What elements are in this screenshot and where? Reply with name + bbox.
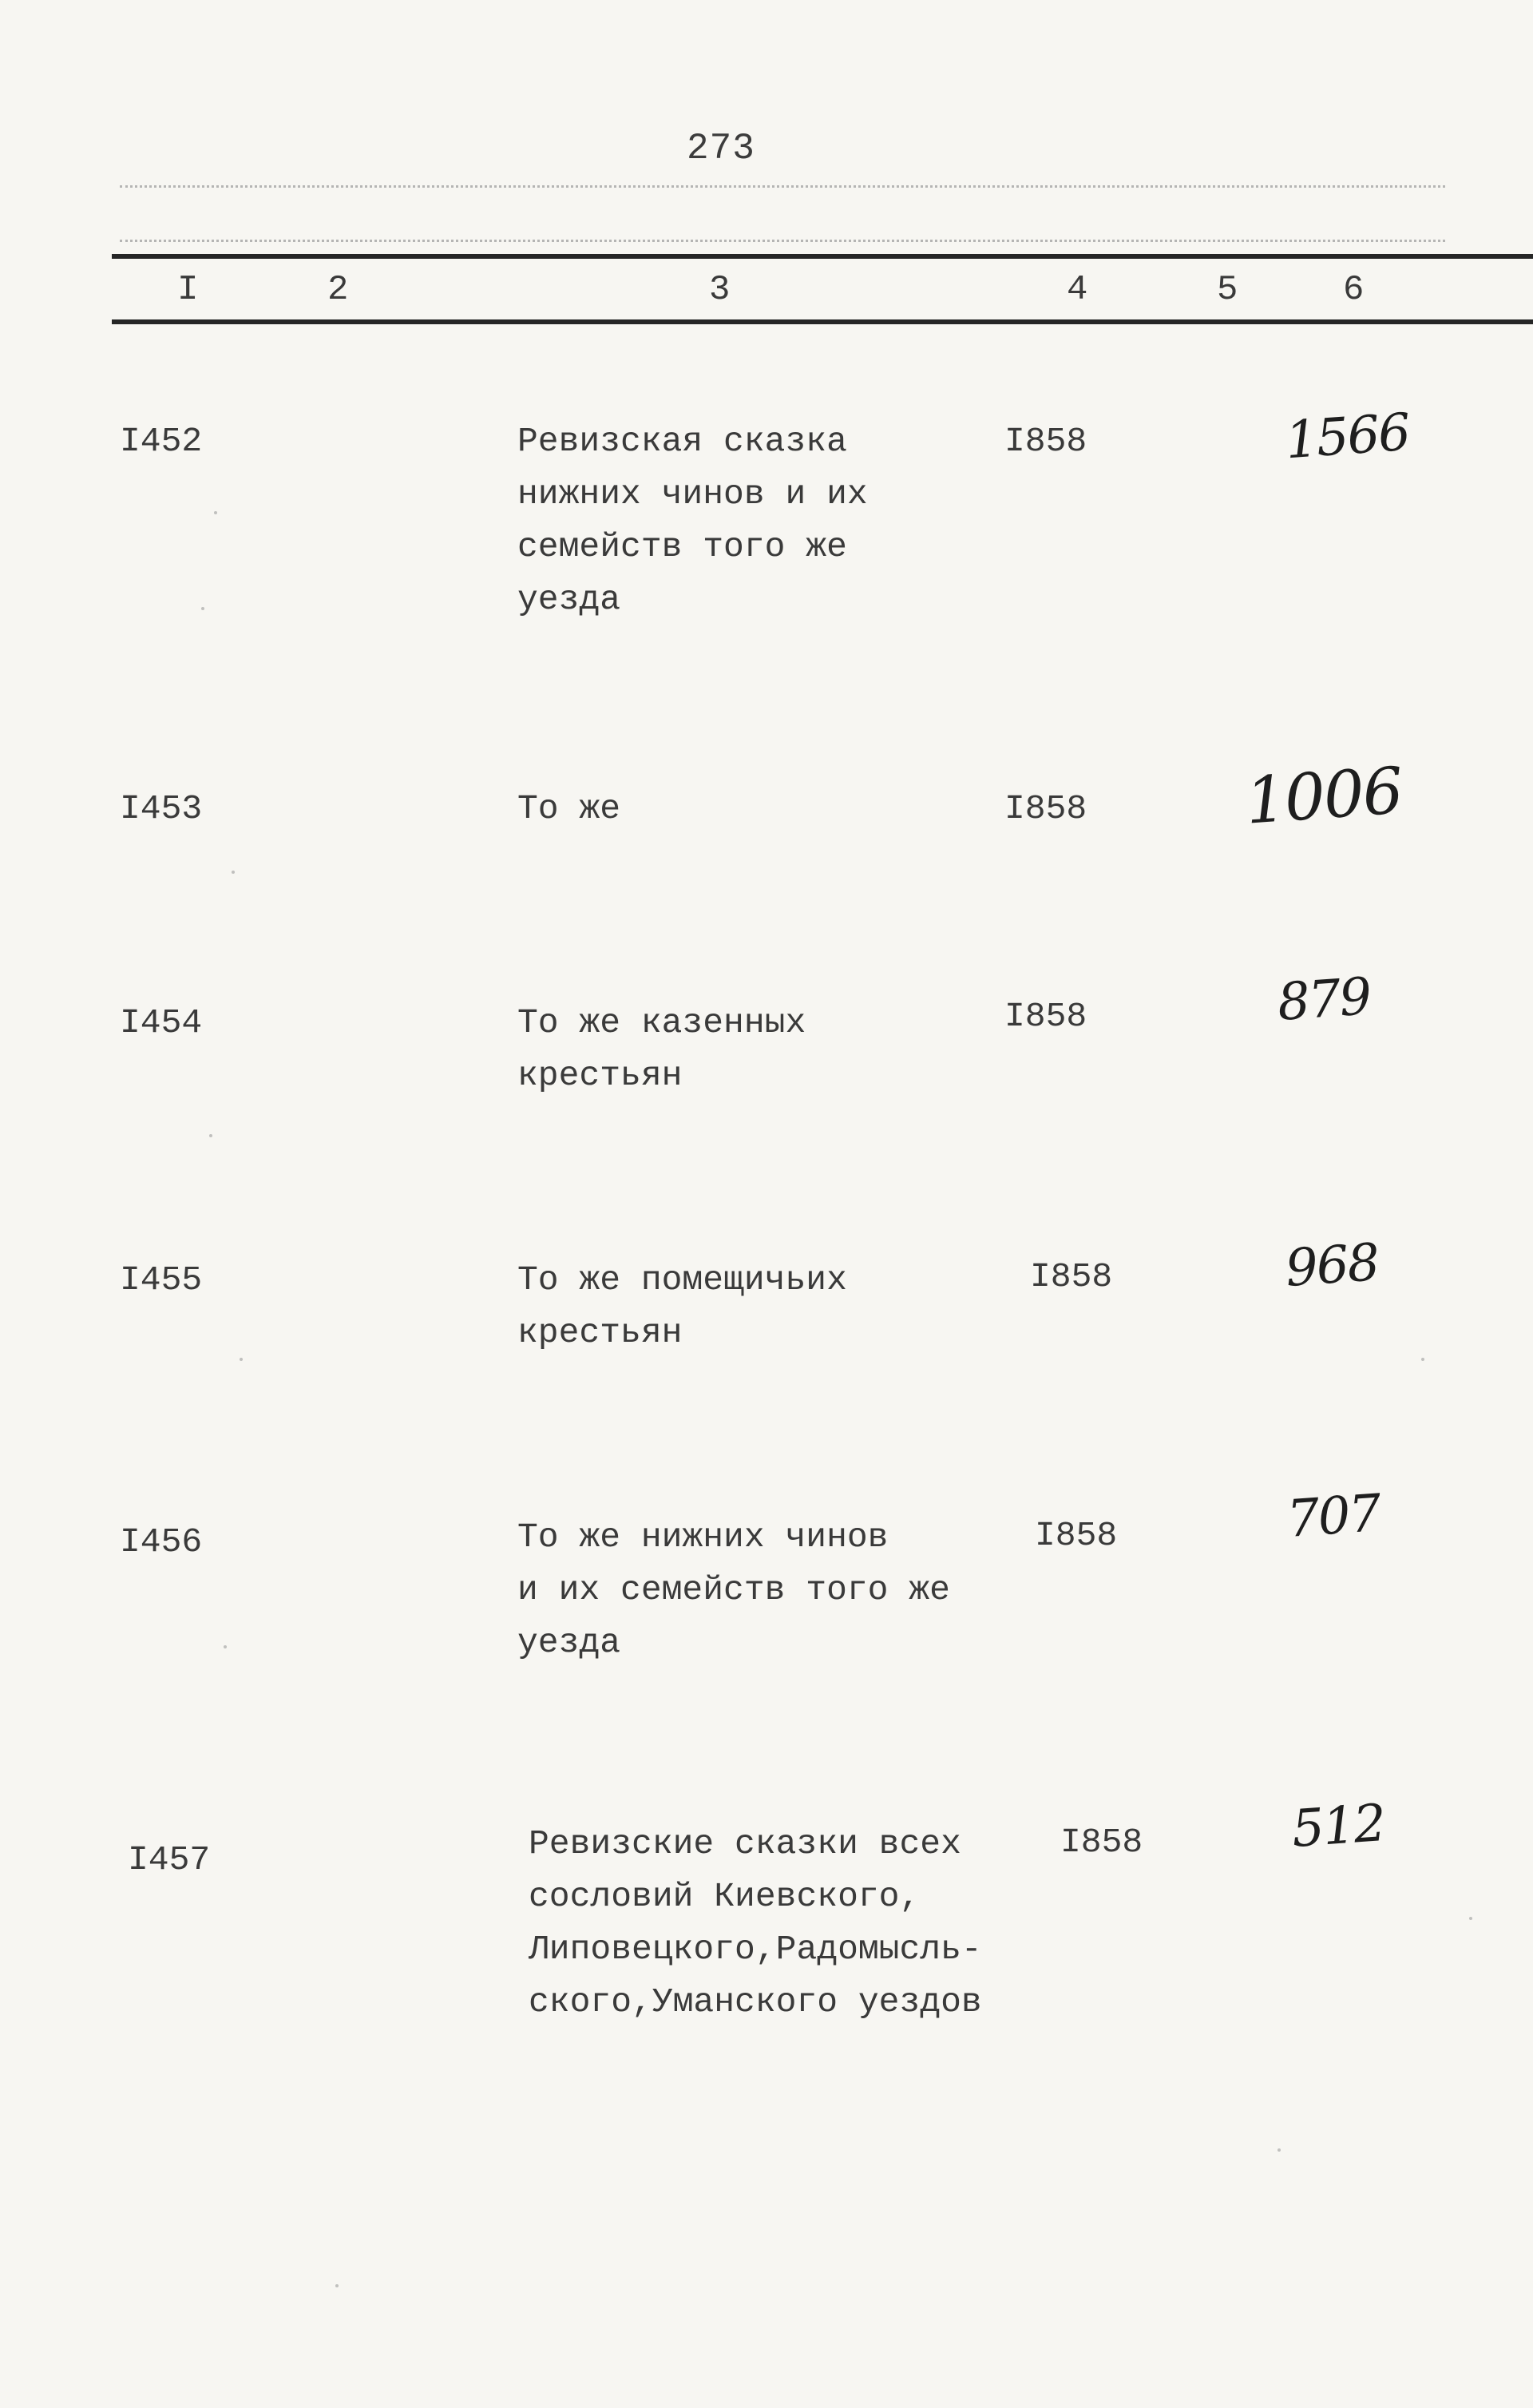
column-header-5: 5: [1217, 270, 1238, 310]
description-line: сословий Киевского,: [529, 1877, 921, 1916]
entry-year: I858: [1004, 997, 1087, 1036]
entry-number: I456: [120, 1522, 203, 1561]
scan-speck: [224, 1645, 227, 1648]
scan-speck: [240, 1358, 243, 1361]
handwritten-count: 707: [1285, 1484, 1382, 1549]
entry-description: [517, 1511, 950, 1669]
scan-speck: [232, 871, 235, 874]
table-header-top-rule: [112, 254, 1533, 259]
handwritten-count: 1006: [1242, 753, 1404, 839]
description-line: Липовецкого,Радомысль-: [529, 1930, 982, 1969]
scan-speck: [1421, 1358, 1424, 1361]
entry-number: I455: [120, 1260, 203, 1299]
column-header-6: 6: [1343, 270, 1365, 310]
entry-year: I858: [1035, 1516, 1118, 1555]
description-line: уезда: [517, 580, 621, 619]
entry-description: [529, 1818, 982, 2029]
entry-description: [517, 783, 620, 835]
description-line: То же казенных: [517, 1003, 806, 1042]
entry-number: I452: [120, 422, 203, 461]
column-header-4: 4: [1067, 270, 1088, 310]
description-line: крестьян: [517, 1056, 683, 1095]
faint-dotted-line: [120, 185, 1445, 188]
description-line: уезда: [517, 1623, 621, 1662]
entry-description: [517, 415, 868, 626]
entry-year: I858: [1030, 1257, 1113, 1296]
scan-speck: [214, 511, 217, 514]
description-line: Ревизские сказки всех: [529, 1824, 961, 1863]
description-line: Ревизская сказка: [517, 422, 847, 461]
description-line: семейств того же: [517, 527, 847, 566]
entry-number: I454: [120, 1003, 203, 1042]
entry-number: I453: [120, 789, 203, 828]
handwritten-count: 512: [1289, 1794, 1387, 1859]
handwritten-count: 1566: [1283, 403, 1412, 471]
handwritten-count: 879: [1275, 967, 1373, 1033]
entry-year: I858: [1004, 422, 1087, 461]
description-line: То же помещичьих: [517, 1260, 847, 1299]
table-header-bottom-rule: [112, 319, 1533, 324]
scan-speck: [209, 1134, 212, 1137]
faint-dotted-line: [120, 240, 1445, 242]
description-line: и их семейств того же: [517, 1570, 950, 1609]
entry-description: [517, 997, 806, 1102]
scan-speck: [1469, 1917, 1472, 1920]
description-line: То же нижних чинов: [517, 1517, 889, 1557]
description-line: ского,Уманского уездов: [529, 1982, 982, 2021]
description-line: То же: [517, 789, 621, 828]
entry-year: I858: [1060, 1823, 1143, 1862]
scan-speck: [201, 607, 204, 610]
description-line: нижних чинов и их: [517, 474, 868, 514]
column-header-2: 2: [327, 270, 349, 310]
page-number: 273: [687, 128, 755, 169]
handwritten-count: 968: [1283, 1233, 1380, 1299]
description-line: крестьян: [517, 1313, 683, 1352]
entry-number: I457: [128, 1840, 211, 1879]
scan-speck: [1278, 2148, 1281, 2152]
entry-year: I858: [1004, 789, 1087, 828]
entry-description: [517, 1254, 847, 1359]
scan-speck: [335, 2284, 339, 2287]
column-header-1: I: [177, 270, 199, 310]
column-header-3: 3: [709, 270, 731, 310]
